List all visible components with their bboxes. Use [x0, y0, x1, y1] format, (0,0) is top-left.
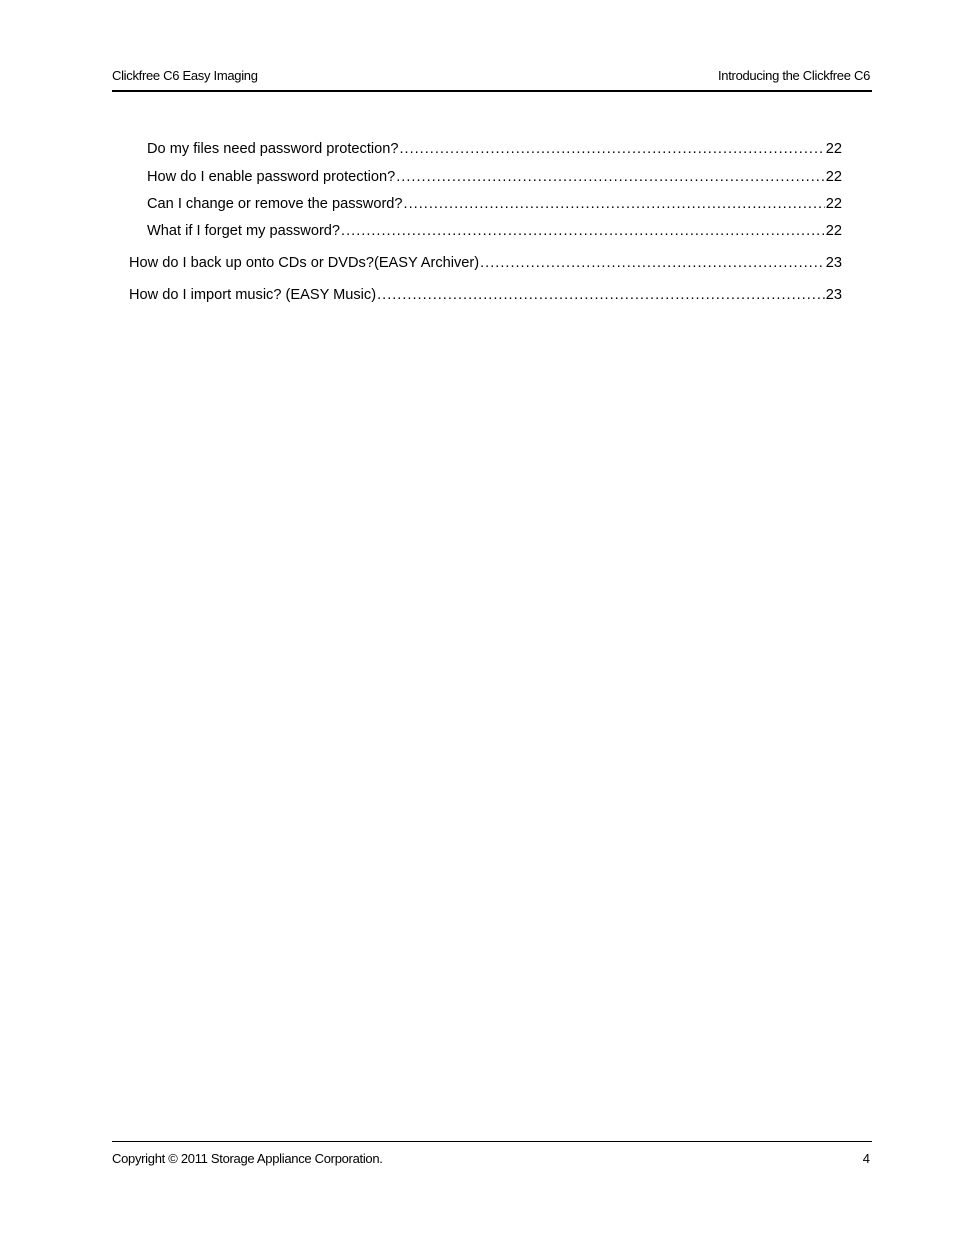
- header-document-title: Clickfree C6 Easy Imaging: [112, 68, 258, 83]
- toc-dot-leader: [480, 254, 825, 272]
- toc-entry-page: 22: [825, 141, 842, 157]
- toc-entry-title: Can I change or remove the password?: [147, 196, 403, 212]
- toc-entry[interactable]: [129, 286, 842, 304]
- toc-entry-page: 22: [825, 196, 842, 212]
- toc-dot-leader: [399, 140, 824, 158]
- toc-entry-title: How do I enable password protection?: [147, 169, 396, 185]
- page-footer: [112, 1141, 872, 1166]
- toc-entry[interactable]: [147, 222, 842, 240]
- header-chapter-title: Introducing the Clickfree C6: [717, 68, 870, 83]
- toc-entry[interactable]: [147, 140, 842, 158]
- toc-entry-title: How do I import music? (EASY Music): [129, 287, 377, 303]
- toc-entry[interactable]: [147, 195, 842, 213]
- toc-entry-page: 23: [825, 287, 842, 303]
- toc-entry-title: What if I forget my password?: [147, 223, 341, 239]
- toc-dot-leader: [404, 195, 825, 213]
- toc-entry[interactable]: [147, 168, 842, 186]
- toc-entry-title: Do my files need password protection?: [147, 141, 399, 157]
- toc-entry-page: 22: [825, 223, 842, 239]
- toc-entry-page: 23: [825, 255, 842, 271]
- toc-entry-page: 22: [825, 169, 842, 185]
- toc-entry[interactable]: [129, 254, 842, 272]
- toc-dot-leader: [377, 286, 825, 304]
- toc-entry-title: How do I back up onto CDs or DVDs?(EASY Archiver): [129, 255, 480, 271]
- page-header: [112, 66, 872, 92]
- toc-dot-leader: [341, 222, 825, 240]
- toc-dot-leader: [396, 168, 825, 186]
- footer-page-number: 4: [862, 1151, 870, 1166]
- footer-copyright: Copyright © 2011 Storage Appliance Corporation.: [112, 1151, 383, 1166]
